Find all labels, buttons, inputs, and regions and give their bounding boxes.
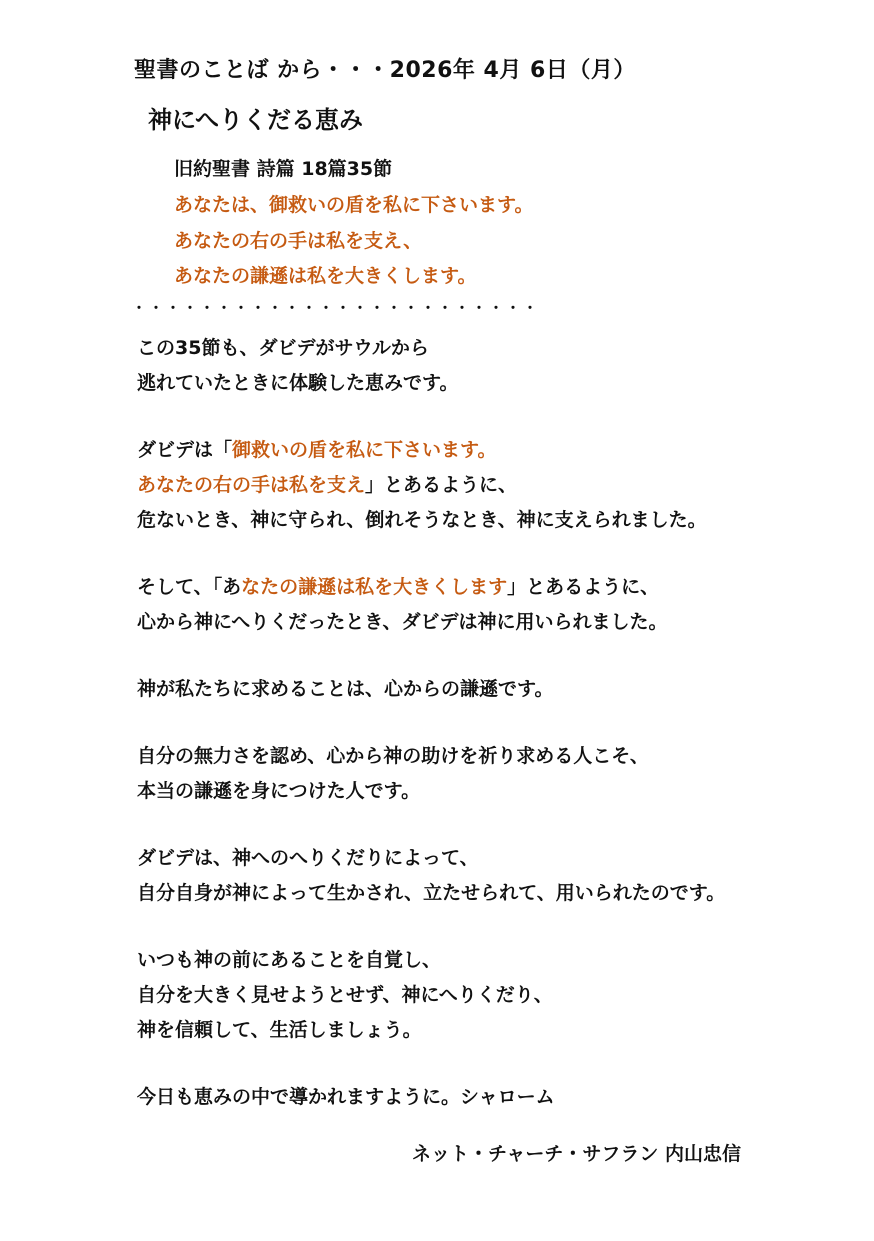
body-line: 自分自身が神によって生かされ、立たせられて、用いられたのです。 bbox=[137, 882, 726, 904]
body-line: 逃れていたときに体験した恵みです。 bbox=[137, 372, 459, 394]
body-line: 本当の謙遜を身につけた人です。 bbox=[137, 780, 421, 802]
body-line: 自分の無力さを認め、心から神の助けを祈り求める人こそ、 bbox=[137, 745, 649, 767]
signature: ネット・チャーチ・サフラン 内山忠信 bbox=[412, 1143, 742, 1165]
body-line: 神を信頼して、生活しましょう。 bbox=[137, 1019, 422, 1041]
body-line: 危ないとき、神に守られ、倒れそうなとき、神に支えられました。 bbox=[137, 509, 707, 531]
verse-line: あなたは、御救いの盾を私に下さいます。 bbox=[174, 194, 534, 216]
body-line: 心から神にへりくだったとき、ダビデは神に用いられました。 bbox=[137, 611, 668, 633]
body-line bbox=[137, 441, 497, 460]
body-line bbox=[137, 578, 659, 597]
body-line: いつも神の前にあることを自覚し、 bbox=[137, 949, 442, 971]
body-text: 」とあるように、 bbox=[507, 576, 660, 598]
scripture-reference: 旧約聖書 詩篇 18篇35節 bbox=[174, 158, 393, 180]
body-text: ダビデは「 bbox=[137, 439, 233, 461]
verse-line: あなたの謙遜は私を大きくします。 bbox=[174, 265, 477, 287]
body-line: 自分を大きく見せようとせず、神にへりくだり、 bbox=[137, 984, 553, 1006]
body-text: 」とあるように、 bbox=[365, 474, 518, 496]
page-header: 聖書のことば から・・・2026年 4月 6日（月） bbox=[134, 58, 636, 83]
body-text: そして、「あ bbox=[137, 576, 242, 598]
page-title: 神にへりくだる恵み bbox=[148, 106, 364, 134]
quoted-verse: 御救いの盾を私に下さいます。 bbox=[232, 439, 497, 461]
verse-line: あなたの右の手は私を支え、 bbox=[174, 230, 423, 252]
body-line bbox=[137, 476, 517, 495]
body-line: 神が私たちに求めることは、心からの謙遜です。 bbox=[137, 678, 554, 700]
body-line: この35節も、ダビデがサウルから bbox=[137, 337, 429, 359]
body-line: 今日も恵みの中で導かれますように。シャローム bbox=[137, 1086, 555, 1108]
quoted-verse: なたの謙遜は私を大きくします bbox=[241, 576, 508, 598]
dotted-separator: ・・・・・・・・・・・・・・・・・・・・・・・・ bbox=[132, 301, 540, 317]
quoted-verse: あなたの右の手は私を支え bbox=[137, 474, 366, 496]
body-line: ダビデは、神へのへりくだりによって、 bbox=[137, 847, 479, 869]
